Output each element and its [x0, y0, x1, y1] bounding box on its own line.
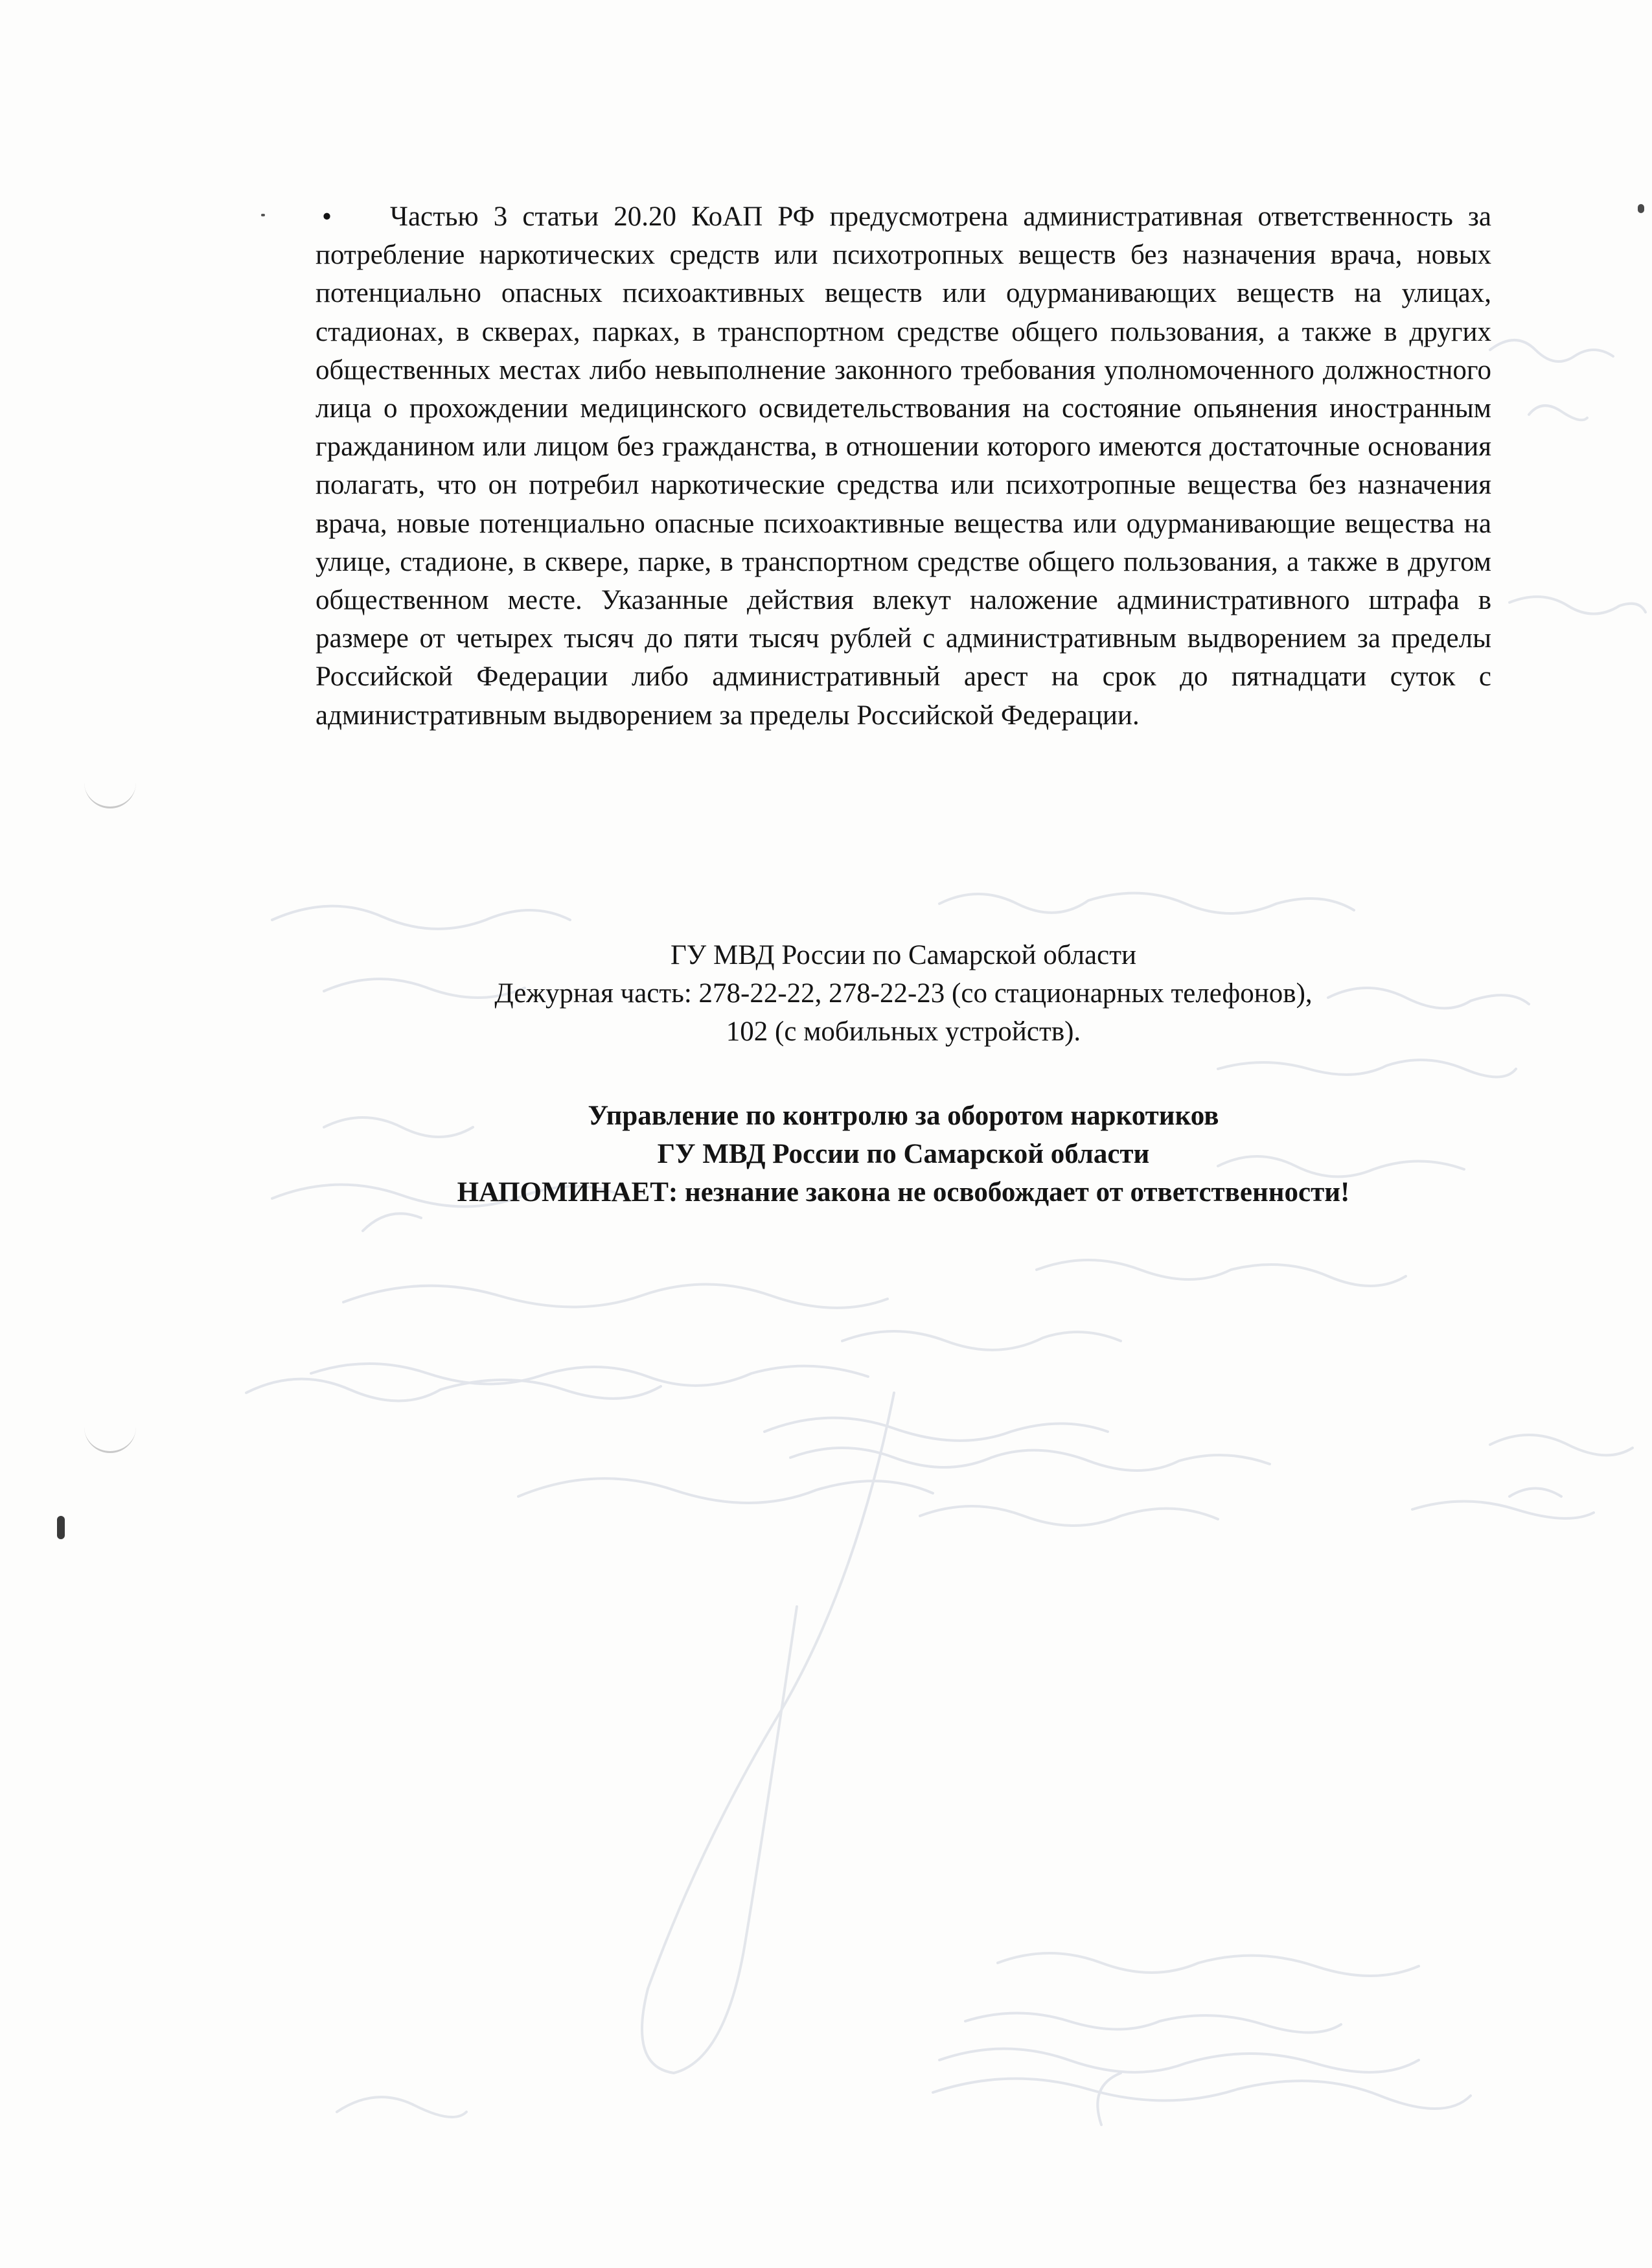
notice-department: Управление по контролю за оборотом наркотиков — [588, 1101, 1219, 1131]
notice-organization: ГУ МВД России по Самарской области — [657, 1139, 1150, 1169]
edge-speck — [57, 1516, 65, 1539]
contacts-organization: ГУ МВД России по Самарской области — [670, 940, 1137, 970]
bullet-marker: • — [322, 201, 332, 232]
punch-hole-shadow — [84, 768, 136, 808]
notice-block — [315, 1097, 1491, 1211]
main-text-block — [315, 198, 1491, 735]
contacts-mobile-phone: 102 (с мобильных устройств). — [726, 1016, 1081, 1047]
contacts-block — [315, 936, 1491, 1051]
bulleted-paragraph — [315, 198, 1491, 735]
notice-reminder: НАПОМИНАЕТ: незнание закона не освобождает от ответственности! — [457, 1177, 1350, 1208]
edge-speck — [1638, 204, 1644, 213]
paragraph-text: Частью 3 статьи 20.20 КоАП РФ предусмотрена административная ответственность за потребление наркотических средств или психотропных веществ без назначения врача, новых потенциально опасных психоактивных веществ или одурманивающих веществ на улицах, стадионах, в скверах, парках, в транспортном средстве общего пользования, а также в других общественных местах либо невыполнение законного требования уполномоченного должностного лица о прохождении медицинского освидетельствования на состояние опьянения иностранным гражданином или лицом без гражданства, в отношении которого имеются достаточные основания полагать, что он потребил наркотические средства или психотропные вещества без назначения врача, новые потенциально опасные психоактивные вещества или одурманивающие вещества на улице, стадионе, в сквере, парке, в транспортном средстве общего пользования, а также в другом общественном месте. Указанные действия влекут наложение административного штрафа в размере от четырех тысяч до пяти тысяч рублей с административным выдворением за пределы Российской Федерации либо административный арест на срок до пятнадцати суток с административным выдворением за пределы Российской Федерации. — [315, 201, 1491, 731]
punch-hole-shadow — [84, 1412, 136, 1453]
edge-speck — [261, 214, 265, 216]
contacts-duty-phones: Дежурная часть: 278-22-22, 278-22-23 (со стационарных телефонов), — [494, 978, 1313, 1009]
